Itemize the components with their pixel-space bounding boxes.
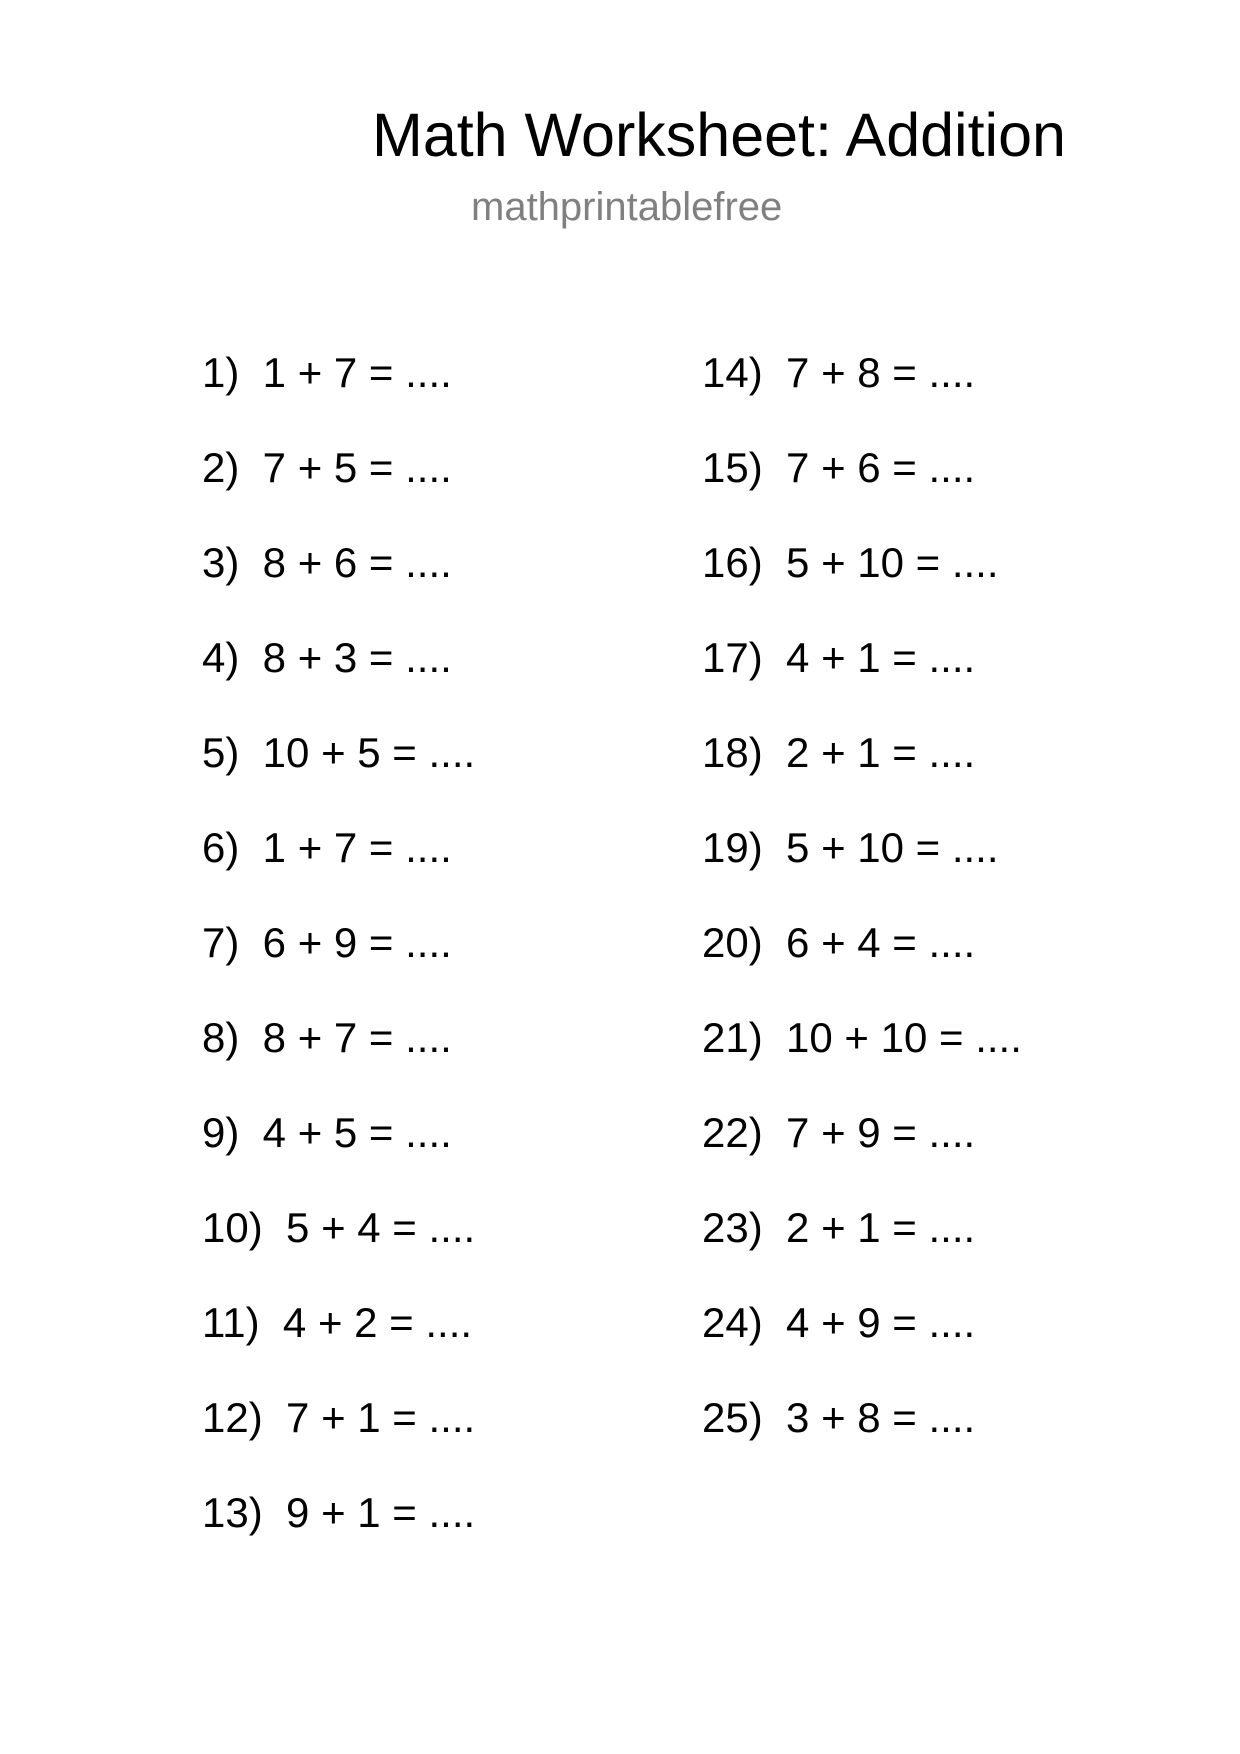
problem: 9) 4 + 5 = .... [202,1109,452,1156]
problem: 14) 7 + 8 = .... [702,349,976,396]
problem: 21) 10 + 10 = .... [702,1014,1022,1061]
problem: 3) 8 + 6 = .... [202,539,452,586]
problem: 10) 5 + 4 = .... [202,1204,476,1251]
problem: 17) 4 + 1 = .... [702,634,976,681]
problem: 1) 1 + 7 = .... [202,349,452,396]
problem: 19) 5 + 10 = .... [702,824,999,871]
worksheet-title: Math Worksheet: Addition [372,101,1066,169]
problem: 20) 6 + 4 = .... [702,919,976,966]
problem: 5) 10 + 5 = .... [202,729,476,776]
problem: 13) 9 + 1 = .... [202,1489,476,1536]
problem: 11) 4 + 2 = .... [202,1299,473,1346]
problem: 8) 8 + 7 = .... [202,1014,452,1061]
problem: 23) 2 + 1 = .... [702,1204,976,1251]
problem: 24) 4 + 9 = .... [702,1299,976,1346]
problem: 18) 2 + 1 = .... [702,729,976,776]
problem: 2) 7 + 5 = .... [202,444,452,491]
problem: 6) 1 + 7 = .... [202,824,452,871]
problem: 12) 7 + 1 = .... [202,1394,476,1441]
problem: 16) 5 + 10 = .... [702,539,999,586]
problems-column-right [702,348,1022,1488]
problem: 25) 3 + 8 = .... [702,1394,976,1441]
problems-column-left [202,348,475,1583]
worksheet-subtitle: mathprintablefree [471,185,783,229]
problem: 22) 7 + 9 = .... [702,1109,976,1156]
problem: 15) 7 + 6 = .... [702,444,976,491]
problem: 7) 6 + 9 = .... [202,919,452,966]
problem: 4) 8 + 3 = .... [202,634,452,681]
